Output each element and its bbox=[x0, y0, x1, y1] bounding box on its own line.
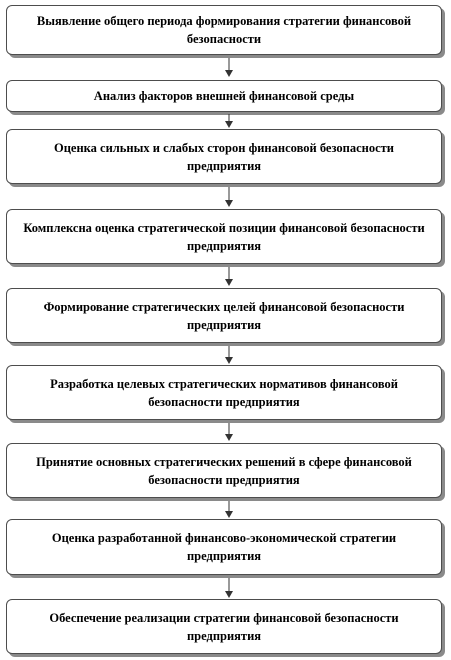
step-box-3 bbox=[6, 129, 442, 184]
step-label-4: Комплексна оценка стратегической позиции финансовой безопасности предприятия bbox=[23, 220, 425, 253]
step-box-2 bbox=[6, 80, 442, 112]
step-box-9 bbox=[6, 599, 442, 654]
step-box-7 bbox=[6, 443, 442, 498]
step-box-5 bbox=[6, 288, 442, 343]
step-label-1: Выявление общего периода формирования стратегии финансовой безопасности bbox=[36, 14, 412, 46]
step-box-6 bbox=[6, 365, 442, 420]
arrow-down-icon bbox=[224, 423, 234, 441]
arrow-down-icon bbox=[224, 267, 234, 286]
step-box-1 bbox=[6, 5, 442, 55]
arrow-down-icon bbox=[224, 187, 234, 207]
step-label-6: Разработка целевых стратегических нормативов финансовой безопасности предприятия bbox=[50, 376, 398, 409]
step-label-5: Формирование стратегических целей финансовой безопасности предприятия bbox=[43, 299, 405, 332]
step-label-7: Принятие основных стратегических решений в сфере финансовой безопасности предприятия bbox=[36, 454, 412, 487]
step-label-9: Обеспечение реализации стратегии финансовой безопасности предприятия bbox=[49, 610, 399, 643]
step-label-2: Анализ факторов внешней финансовой среды bbox=[93, 89, 355, 103]
arrow-down-icon bbox=[224, 58, 234, 77]
step-label-8: Оценка разработанной финансово-экономической стратегии предприятия bbox=[51, 531, 397, 563]
arrow-down-icon bbox=[224, 346, 234, 364]
arrow-down-icon bbox=[224, 578, 234, 598]
step-box-8 bbox=[6, 519, 442, 575]
arrow-down-icon bbox=[224, 501, 234, 518]
arrow-down-icon bbox=[224, 114, 234, 128]
step-label-3: Оценка сильных и слабых сторон финансовой безопасности предприятия bbox=[53, 140, 394, 173]
step-box-4 bbox=[6, 209, 442, 264]
